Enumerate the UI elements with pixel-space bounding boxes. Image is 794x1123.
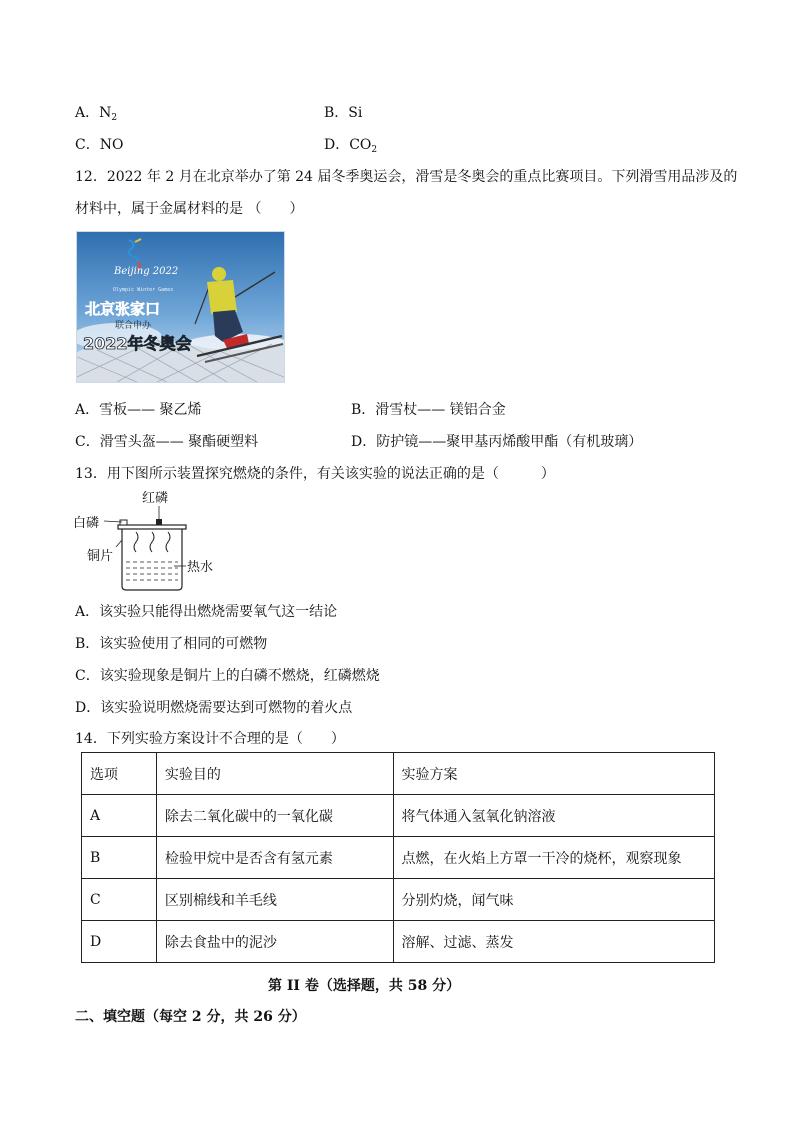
table-row [82,837,715,879]
header-option: 选项 [82,753,157,795]
q12-option-a: A．雪板—— 聚乙烯 [75,402,202,418]
label-red-phosphorus: 红磷 [142,491,169,506]
q11-option-c: C．NO [75,137,124,153]
label-copper-plate: 铜片 [87,549,114,564]
table-cell: 检验甲烷中是否含有氢元素 [156,837,393,879]
q13-option-b: B．该实验使用了相同的可燃物 [75,636,268,652]
table-cell: B [82,837,157,879]
header-purpose: 实验目的 [156,753,393,795]
table-header-row [82,753,715,795]
emblem-subtitle: Olympic Winter Games [113,287,174,293]
q12-stem-line2: 材料中，属于金属材料的是 （ ） [75,201,304,217]
q11-option-b: B．Si [324,105,363,121]
table-cell: D [82,921,157,963]
caption-2022-olympics: 2022年冬奥会 [83,334,192,353]
label-white-phosphorus: 白磷 [73,516,100,531]
table-cell: A [82,795,157,837]
q11-option-d: D．$CO_2$ [324,137,378,155]
combustion-apparatus-diagram [70,488,230,592]
q12-stem-line1: 12．2022 年 2 月在北京举办了第 24 届冬季奥运会，滑雪是冬奥会的重点比赛项目。下列滑雪用品涉及的 [75,169,738,185]
q13-stem: 13．用下图所示装置探究燃烧的条件，有关该实验的说法正确的是（ ） [75,466,555,482]
emblem-script: Beijing 2022 [114,266,179,277]
part-two-title: 二、填空题（每空 2 分，共 26 分） [75,1009,306,1025]
winter-olympics-image [76,231,285,383]
table-cell: 分别灼烧，闻气味 [393,879,715,921]
caption-joint-bid: 联合申办 [115,321,152,331]
table-row [82,879,715,921]
table-cell: 溶解、过滤、蒸发 [393,921,715,963]
label-hot-water: 热水 [187,560,214,575]
q11-option-a: A．$N_2$ [75,105,118,123]
q12-option-d: D．防护镜——聚甲基丙烯酸甲酯（有机玻璃） [351,434,643,450]
table-row [82,795,715,837]
q13-option-d: D．该实验说明燃烧需要达到可燃物的着火点 [75,700,353,716]
q12-option-b: B．滑雪杖—— 镁铝合金 [351,402,506,418]
table-cell: 区别棉线和羊毛线 [156,879,393,921]
table-cell: 点燃，在火焰上方罩一干冷的烧杯，观察现象 [393,837,715,879]
table-cell: 除去食盐中的泥沙 [156,921,393,963]
q13-option-c: C．该实验现象是铜片上的白磷不燃烧，红磷燃烧 [75,668,380,684]
caption-beijing-zhangjiakou: 北京张家口 [85,300,161,318]
header-plan: 实验方案 [393,753,715,795]
q14-stem: 14．下列实验方案设计不合理的是（ ） [75,731,345,747]
table-row [82,921,715,963]
table-cell: 除去二氧化碳中的一氧化碳 [156,795,393,837]
q12-option-c: C．滑雪头盔—— 聚酯硬塑料 [75,434,259,450]
section-ii-title: 第 II 卷（选择题，共 58 分） [268,978,461,994]
table-cell: 将气体通入氢氧化钠溶液 [393,795,715,837]
q13-option-a: A．该实验只能得出燃烧需要氧气这一结论 [75,604,338,620]
experiment-plan-table [81,752,715,963]
table-cell: C [82,879,157,921]
